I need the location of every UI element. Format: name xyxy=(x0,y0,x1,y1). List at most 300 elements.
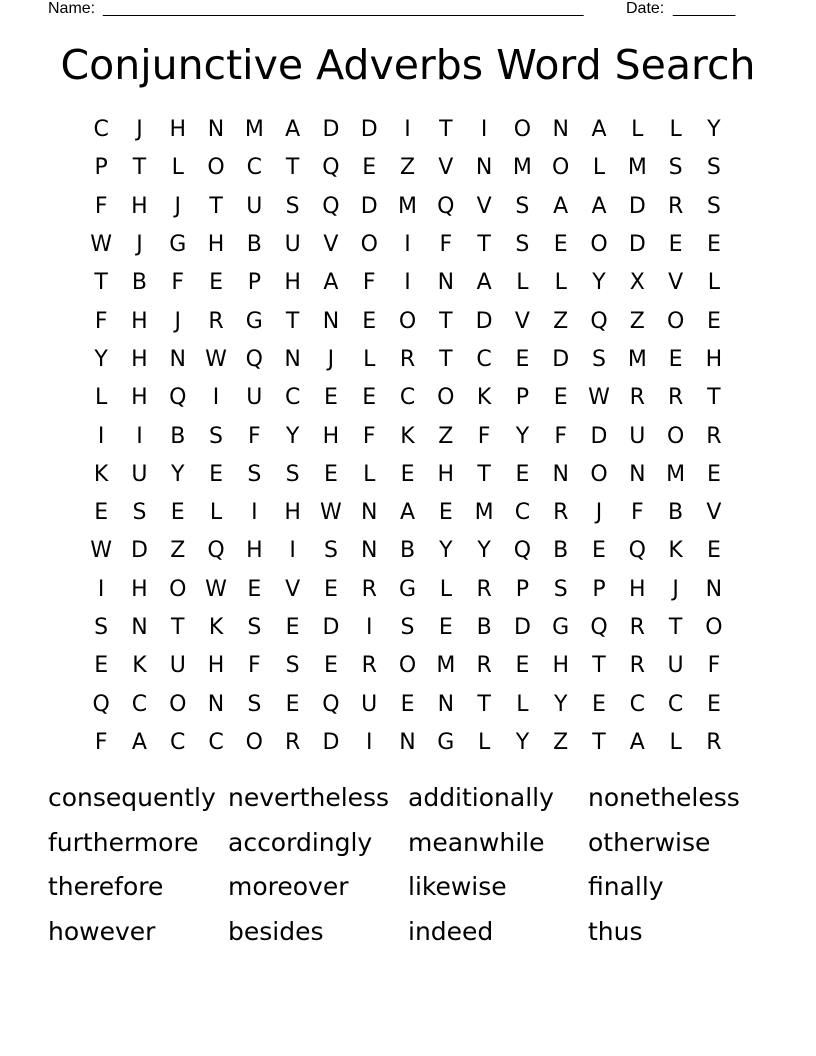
grid-cell[interactable]: L xyxy=(631,117,644,143)
grid-cell[interactable]: P xyxy=(592,576,606,602)
grid-cell[interactable]: V xyxy=(476,193,492,219)
grid-cell[interactable]: E xyxy=(515,346,530,372)
grid-cell[interactable]: H xyxy=(246,538,263,564)
grid-cell[interactable]: O xyxy=(666,308,685,334)
grid-cell[interactable]: J xyxy=(595,500,603,526)
grid-cell[interactable]: E xyxy=(706,461,721,487)
grid-cell[interactable]: L xyxy=(554,270,567,296)
grid-cell[interactable]: A xyxy=(476,270,492,296)
grid-cell[interactable]: A xyxy=(131,729,147,755)
grid-cell[interactable]: Q xyxy=(590,615,608,640)
grid-cell[interactable]: N xyxy=(629,461,646,487)
grid-cell[interactable]: T xyxy=(209,193,223,219)
grid-cell[interactable]: O xyxy=(437,385,455,411)
grid-cell[interactable]: Y xyxy=(477,538,491,564)
grid-cell[interactable]: F xyxy=(248,423,261,449)
grid-cell[interactable]: C xyxy=(131,691,148,717)
grid-cell[interactable]: D xyxy=(130,538,148,564)
grid-cell[interactable]: O xyxy=(705,615,723,640)
grid-cell[interactable]: E xyxy=(323,385,338,411)
grid-cell[interactable]: M xyxy=(666,461,686,487)
grid-cell[interactable]: T xyxy=(285,155,300,181)
grid-cell[interactable]: R xyxy=(629,653,645,679)
grid-cell[interactable]: W xyxy=(205,346,227,372)
grid-cell[interactable]: L xyxy=(516,691,529,717)
grid-row xyxy=(82,226,734,264)
grid-cell[interactable]: F xyxy=(707,653,721,679)
grid-cell[interactable]: N xyxy=(705,576,723,602)
grid-cell[interactable]: H xyxy=(705,346,723,372)
grid-cell[interactable]: E xyxy=(592,538,606,564)
grid-cell[interactable]: B xyxy=(131,270,147,296)
grid-cell[interactable]: D xyxy=(322,729,340,755)
grid-cell[interactable]: H xyxy=(207,232,225,258)
grid-cell[interactable]: K xyxy=(476,385,492,411)
grid-cell[interactable]: I xyxy=(212,385,220,411)
grid-cell[interactable]: G xyxy=(245,308,263,334)
grid-cell[interactable]: E xyxy=(438,500,453,526)
grid-cell[interactable]: Q xyxy=(322,155,340,181)
grid-cell[interactable]: D xyxy=(475,308,493,334)
grid-cell[interactable]: Y xyxy=(592,270,606,296)
grid-cell[interactable]: G xyxy=(169,232,187,258)
grid-cell[interactable]: C xyxy=(629,691,645,717)
grid-cell[interactable]: T xyxy=(439,346,453,372)
grid-cell[interactable]: H xyxy=(131,346,148,372)
grid-cell[interactable]: O xyxy=(666,423,685,449)
grid-cell[interactable]: D xyxy=(590,423,608,449)
grid-cell[interactable]: J xyxy=(327,346,335,372)
grid-cell[interactable]: E xyxy=(706,691,721,717)
grid-cell[interactable]: H xyxy=(131,576,148,602)
grid-cell[interactable]: U xyxy=(667,653,684,679)
grid-cell[interactable]: E xyxy=(94,500,109,526)
grid-cell[interactable]: H xyxy=(131,193,148,219)
grid-cell[interactable]: P xyxy=(515,576,530,602)
grid-cell[interactable]: N xyxy=(437,691,455,717)
grid-cell[interactable]: L xyxy=(669,729,682,755)
grid-cell[interactable]: Q xyxy=(322,193,340,219)
word-list-item: additionally xyxy=(408,783,554,812)
grid-cell[interactable]: U xyxy=(361,691,378,717)
word-list-item: indeed xyxy=(408,916,494,946)
grid-cell[interactable]: H xyxy=(629,576,646,602)
grid-cell[interactable]: B xyxy=(553,538,569,564)
grid-cell[interactable]: I xyxy=(365,729,373,755)
grid-cell[interactable]: F xyxy=(94,308,108,334)
grid-cell[interactable]: I xyxy=(365,615,373,640)
grid-cell[interactable]: S xyxy=(515,232,530,258)
grid-cell[interactable]: D xyxy=(628,193,646,219)
grid-cell[interactable]: N xyxy=(284,346,301,372)
grid-cell[interactable]: E xyxy=(400,461,415,487)
grid-cell[interactable]: U xyxy=(629,423,646,449)
grid-cell[interactable]: D xyxy=(360,193,378,219)
grid-cell[interactable]: I xyxy=(136,423,143,449)
grid-cell[interactable]: S xyxy=(553,576,568,602)
grid-cell[interactable]: D xyxy=(360,117,378,143)
grid-cell[interactable]: F xyxy=(439,232,453,258)
grid-cell[interactable]: E xyxy=(209,270,223,296)
grid-cell[interactable]: O xyxy=(590,461,608,487)
grid-cell[interactable]: T xyxy=(707,385,721,411)
grid-cell[interactable]: L xyxy=(95,385,108,411)
grid-cell[interactable]: S xyxy=(209,423,224,449)
grid-cell[interactable]: E xyxy=(515,461,530,487)
grid-cell[interactable]: E xyxy=(668,346,683,372)
grid-cell[interactable]: Z xyxy=(629,308,645,334)
grid-cell[interactable]: O xyxy=(360,232,378,258)
grid-cell[interactable]: T xyxy=(285,308,300,334)
grid-cell[interactable]: D xyxy=(322,117,340,143)
grid-cell[interactable]: S xyxy=(706,155,721,181)
grid-cell[interactable]: L xyxy=(209,500,223,526)
grid-cell[interactable]: N xyxy=(552,461,569,487)
grid-cell[interactable]: P xyxy=(94,155,108,181)
grid-row xyxy=(82,111,734,149)
grid-cell[interactable]: C xyxy=(514,500,531,526)
grid-cell[interactable]: R xyxy=(667,385,684,411)
grid-cell[interactable]: S xyxy=(285,653,300,679)
grid-cell[interactable]: T xyxy=(94,270,108,296)
grid-cell[interactable]: O xyxy=(169,576,187,602)
grid-cell[interactable]: H xyxy=(284,270,301,296)
grid-cell[interactable]: D xyxy=(628,232,646,258)
grid-cell[interactable]: U xyxy=(284,232,301,258)
word-list-item: accordingly xyxy=(228,827,373,857)
grid-cell[interactable]: R xyxy=(399,346,416,372)
grid-cell[interactable]: R xyxy=(284,729,301,755)
grid-cell[interactable]: W xyxy=(205,576,227,602)
grid-cell[interactable]: J xyxy=(672,576,679,602)
grid-cell[interactable]: A xyxy=(399,500,416,526)
grid-cell[interactable]: E xyxy=(323,576,338,602)
grid-cell[interactable]: R xyxy=(476,576,492,602)
grid-cell[interactable]: R xyxy=(476,653,492,679)
grid-cell[interactable]: V xyxy=(668,270,684,296)
grid-cell[interactable]: R xyxy=(208,308,224,334)
grid-cell[interactable]: C xyxy=(667,691,684,717)
grid-cell[interactable]: S xyxy=(592,346,606,372)
grid-cell[interactable]: U xyxy=(131,461,148,487)
grid-cell[interactable]: H xyxy=(322,423,340,449)
grid-cell[interactable]: Z xyxy=(553,308,569,334)
grid-cell[interactable]: D xyxy=(513,615,531,640)
grid-cell[interactable]: T xyxy=(477,691,491,717)
grid-cell[interactable]: E xyxy=(668,232,683,258)
grid-cell[interactable]: O xyxy=(513,117,532,143)
grid-cell[interactable]: N xyxy=(207,691,225,717)
grid-cell[interactable]: U xyxy=(246,193,263,219)
grid-cell[interactable]: E xyxy=(362,155,377,181)
grid-cell[interactable]: F xyxy=(94,193,108,219)
grid-cell[interactable]: I xyxy=(480,117,488,143)
grid-cell[interactable]: R xyxy=(667,193,684,219)
grid-cell[interactable]: H xyxy=(131,385,148,411)
grid-cell[interactable]: B xyxy=(668,500,684,526)
grid-cell[interactable]: I xyxy=(97,576,105,602)
grid-cell[interactable]: F xyxy=(171,270,185,296)
grid-cell[interactable]: K xyxy=(208,615,224,640)
grid-cell[interactable]: H xyxy=(284,500,301,526)
grid-cell[interactable]: F xyxy=(477,423,491,449)
grid-cell[interactable]: O xyxy=(245,729,263,755)
grid-cell[interactable]: M xyxy=(244,117,264,143)
grid-cell[interactable]: T xyxy=(477,461,491,487)
grid-cell[interactable]: A xyxy=(323,270,339,296)
grid-cell[interactable]: L xyxy=(363,461,376,487)
word-list-item: finally xyxy=(588,872,664,901)
grid-cell[interactable]: K xyxy=(668,538,683,564)
grid-cell[interactable]: W xyxy=(588,385,610,411)
grid-cell[interactable]: E xyxy=(323,653,338,679)
grid-cell[interactable]: N xyxy=(360,500,378,526)
grid-cell[interactable]: Y xyxy=(707,117,721,143)
grid-cell[interactable]: E xyxy=(170,500,185,526)
grid-cell[interactable]: Q xyxy=(207,538,225,564)
grid-cell[interactable]: E xyxy=(706,232,721,258)
grid-cell[interactable]: X xyxy=(629,270,645,296)
grid-cell[interactable]: F xyxy=(94,729,108,755)
grid-cell[interactable]: Q xyxy=(169,385,187,411)
grid-cell[interactable]: Y xyxy=(515,423,530,449)
grid-cell[interactable]: U xyxy=(169,653,186,679)
grid-cell[interactable]: E xyxy=(362,308,377,334)
grid-cell[interactable]: S xyxy=(400,615,415,640)
grid-cell[interactable]: E xyxy=(592,691,606,717)
grid-cell[interactable]: I xyxy=(404,270,411,296)
grid-cell[interactable]: O xyxy=(398,653,417,679)
grid-cell[interactable]: S xyxy=(247,461,262,487)
grid-cell[interactable]: H xyxy=(169,117,187,143)
grid-cell[interactable]: N xyxy=(437,270,455,296)
grid-cell[interactable]: E xyxy=(553,232,568,258)
grid-cell[interactable]: R xyxy=(361,653,377,679)
grid-cell[interactable]: Y xyxy=(553,691,568,717)
grid-cell[interactable]: S xyxy=(285,461,300,487)
grid-cell[interactable]: V xyxy=(514,308,530,334)
grid-cell[interactable]: T xyxy=(668,615,683,640)
grid-cell[interactable]: Y xyxy=(171,461,185,487)
grid-cell[interactable]: T xyxy=(477,232,491,258)
grid-cell[interactable]: I xyxy=(289,538,296,564)
grid-cell[interactable]: T xyxy=(171,615,185,640)
grid-cell[interactable]: H xyxy=(131,308,148,334)
grid-cell[interactable]: S xyxy=(323,538,338,564)
grid-cell[interactable]: I xyxy=(404,117,411,143)
grid-cell[interactable]: M xyxy=(627,346,647,372)
grid-cell[interactable]: R xyxy=(706,729,722,755)
grid-cell[interactable]: O xyxy=(398,308,417,334)
grid-cell[interactable]: Z xyxy=(399,155,416,181)
grid-cell[interactable]: W xyxy=(320,500,342,526)
grid-cell[interactable]: E xyxy=(323,461,338,487)
grid-cell[interactable]: K xyxy=(400,423,415,449)
grid-cell[interactable]: R xyxy=(629,615,645,640)
grid-cell[interactable]: Q xyxy=(245,346,263,372)
grid-cell[interactable]: V xyxy=(323,232,339,258)
grid-cell[interactable]: Q xyxy=(628,538,646,564)
grid-cell[interactable]: S xyxy=(285,193,300,219)
grid-cell[interactable]: Q xyxy=(322,691,340,717)
grid-cell[interactable]: C xyxy=(93,117,109,143)
grid-cell[interactable]: G xyxy=(398,576,417,602)
grid-cell[interactable]: M xyxy=(436,653,456,679)
grid-cell[interactable]: L xyxy=(669,117,682,143)
grid-cell[interactable]: N xyxy=(322,308,340,334)
grid-cell[interactable]: V xyxy=(706,500,722,526)
grid-cell[interactable]: M xyxy=(398,193,418,219)
grid-cell[interactable]: S xyxy=(247,691,262,717)
grid-cell[interactable]: J xyxy=(136,232,143,258)
grid-cell[interactable]: R xyxy=(706,423,722,449)
grid-cell[interactable]: I xyxy=(97,423,105,449)
grid-row xyxy=(82,417,734,455)
grid-cell[interactable]: G xyxy=(437,729,455,755)
grid-cell[interactable]: N xyxy=(552,117,569,143)
grid-cell[interactable]: E xyxy=(553,385,568,411)
grid-cell[interactable]: E xyxy=(209,461,223,487)
grid-cell[interactable]: U xyxy=(246,385,263,411)
grid-cell[interactable]: Y xyxy=(285,423,300,449)
grid-cell[interactable]: M xyxy=(512,155,532,181)
grid-cell[interactable]: Y xyxy=(515,729,530,755)
grid-cell[interactable]: F xyxy=(362,423,376,449)
grid-cell[interactable]: V xyxy=(438,155,454,181)
grid-cell[interactable]: S xyxy=(94,615,109,640)
grid-cell[interactable]: Q xyxy=(590,308,608,334)
grid-cell[interactable]: M xyxy=(627,155,647,181)
grid-cell[interactable]: S xyxy=(515,193,530,219)
grid-cell[interactable]: E xyxy=(285,691,300,717)
grid-cell[interactable]: T xyxy=(132,155,147,181)
grid-cell[interactable]: F xyxy=(630,500,644,526)
grid-cell[interactable]: Y xyxy=(439,538,453,564)
grid-cell[interactable]: I xyxy=(404,232,411,258)
grid-cell[interactable]: R xyxy=(553,500,569,526)
grid-cell[interactable]: A xyxy=(285,117,301,143)
grid-cell[interactable]: N xyxy=(475,155,493,181)
name-blank[interactable]: ______________________________________________________ xyxy=(103,0,584,17)
grid-cell[interactable]: N xyxy=(131,615,148,640)
grid-cell[interactable]: Z xyxy=(438,423,454,449)
grid-cell[interactable]: J xyxy=(174,193,181,219)
grid-cell[interactable]: D xyxy=(552,346,570,372)
grid-cell[interactable]: O xyxy=(590,232,608,258)
grid-cell[interactable]: C xyxy=(246,155,263,181)
grid-cell[interactable]: E xyxy=(515,653,530,679)
grid-cell[interactable]: A xyxy=(591,193,607,219)
grid-cell[interactable]: R xyxy=(361,576,377,602)
grid-cell[interactable]: H xyxy=(207,653,225,679)
grid-cell[interactable]: L xyxy=(439,576,452,602)
page-title: Conjunctive Adverbs Word Search xyxy=(60,41,756,89)
grid-cell[interactable]: L xyxy=(363,346,376,372)
grid-cell[interactable]: P xyxy=(515,385,530,411)
grid-cell[interactable]: S xyxy=(247,615,262,640)
grid-cell[interactable]: J xyxy=(174,308,181,334)
grid-cell[interactable]: T xyxy=(592,653,606,679)
grid-cell[interactable]: W xyxy=(90,538,113,564)
grid-cell[interactable]: T xyxy=(439,308,453,334)
grid-cell[interactable]: H xyxy=(552,653,569,679)
grid-cell[interactable]: L xyxy=(707,270,721,296)
grid-cell[interactable]: W xyxy=(90,232,113,258)
grid-cell[interactable]: B xyxy=(476,615,492,640)
grid-cell[interactable]: R xyxy=(629,385,645,411)
grid-cell[interactable]: C xyxy=(170,729,186,755)
grid-cell[interactable]: Q xyxy=(92,691,110,717)
grid-cell[interactable]: Q xyxy=(437,193,455,219)
grid-cell[interactable]: L xyxy=(516,270,529,296)
grid-cell[interactable]: M xyxy=(474,500,494,526)
grid-cell[interactable]: S xyxy=(132,500,147,526)
grid-cell[interactable]: T xyxy=(592,729,606,755)
grid-cell[interactable]: E xyxy=(400,691,415,717)
grid-cell[interactable]: I xyxy=(251,500,258,526)
grid-cell[interactable]: L xyxy=(477,729,491,755)
date-blank[interactable]: _______ xyxy=(673,0,736,17)
grid-cell[interactable]: N xyxy=(169,346,186,372)
grid-cell[interactable]: D xyxy=(322,615,340,640)
grid-cell[interactable]: T xyxy=(439,117,453,143)
grid-cell[interactable]: F xyxy=(362,270,376,296)
grid-cell[interactable]: C xyxy=(208,729,224,755)
grid-cell[interactable]: E xyxy=(94,653,109,679)
grid-cell[interactable]: E xyxy=(706,308,721,334)
grid-cell[interactable]: C xyxy=(399,385,416,411)
grid-cell[interactable]: S xyxy=(706,193,721,219)
grid-cell[interactable]: A xyxy=(629,729,645,755)
grid-cell[interactable]: K xyxy=(93,461,109,487)
grid-cell[interactable]: B xyxy=(399,538,416,564)
grid-cell[interactable]: C xyxy=(476,346,492,372)
grid-cell[interactable]: H xyxy=(437,461,455,487)
grid-cell[interactable]: B xyxy=(246,232,262,258)
grid-cell[interactable]: G xyxy=(552,615,570,640)
grid-cell[interactable]: Z xyxy=(170,538,186,564)
grid-cell[interactable]: P xyxy=(247,270,261,296)
grid-cell[interactable]: E xyxy=(438,615,453,640)
grid-cell[interactable]: E xyxy=(285,615,300,640)
grid-cell[interactable]: E xyxy=(362,385,377,411)
grid-cell[interactable]: V xyxy=(285,576,301,602)
grid-cell[interactable]: Q xyxy=(513,538,532,564)
grid-cell[interactable]: O xyxy=(207,155,225,181)
grid-cell[interactable]: Y xyxy=(94,346,108,372)
grid-cell[interactable]: L xyxy=(592,155,606,181)
grid-cell[interactable]: K xyxy=(132,653,147,679)
grid-cell[interactable]: E xyxy=(247,576,262,602)
grid-cell[interactable]: O xyxy=(552,155,570,181)
grid-row xyxy=(82,456,734,494)
grid-cell[interactable]: N xyxy=(207,117,225,143)
grid-cell[interactable]: Z xyxy=(553,729,569,755)
grid-cell[interactable]: B xyxy=(170,423,186,449)
grid-cell[interactable]: N xyxy=(360,538,378,564)
grid-cell[interactable]: A xyxy=(591,117,607,143)
grid-cell[interactable]: J xyxy=(136,117,143,143)
grid-cell[interactable]: F xyxy=(554,423,568,449)
grid-cell[interactable]: F xyxy=(248,653,261,679)
grid-cell[interactable]: L xyxy=(171,155,184,181)
grid-cell[interactable]: O xyxy=(169,691,187,717)
grid-cell[interactable]: N xyxy=(399,729,416,755)
grid-cell[interactable]: E xyxy=(706,538,721,564)
grid-cell[interactable]: C xyxy=(284,385,301,411)
grid-cell[interactable]: A xyxy=(553,193,569,219)
grid-cell[interactable]: S xyxy=(668,155,683,181)
